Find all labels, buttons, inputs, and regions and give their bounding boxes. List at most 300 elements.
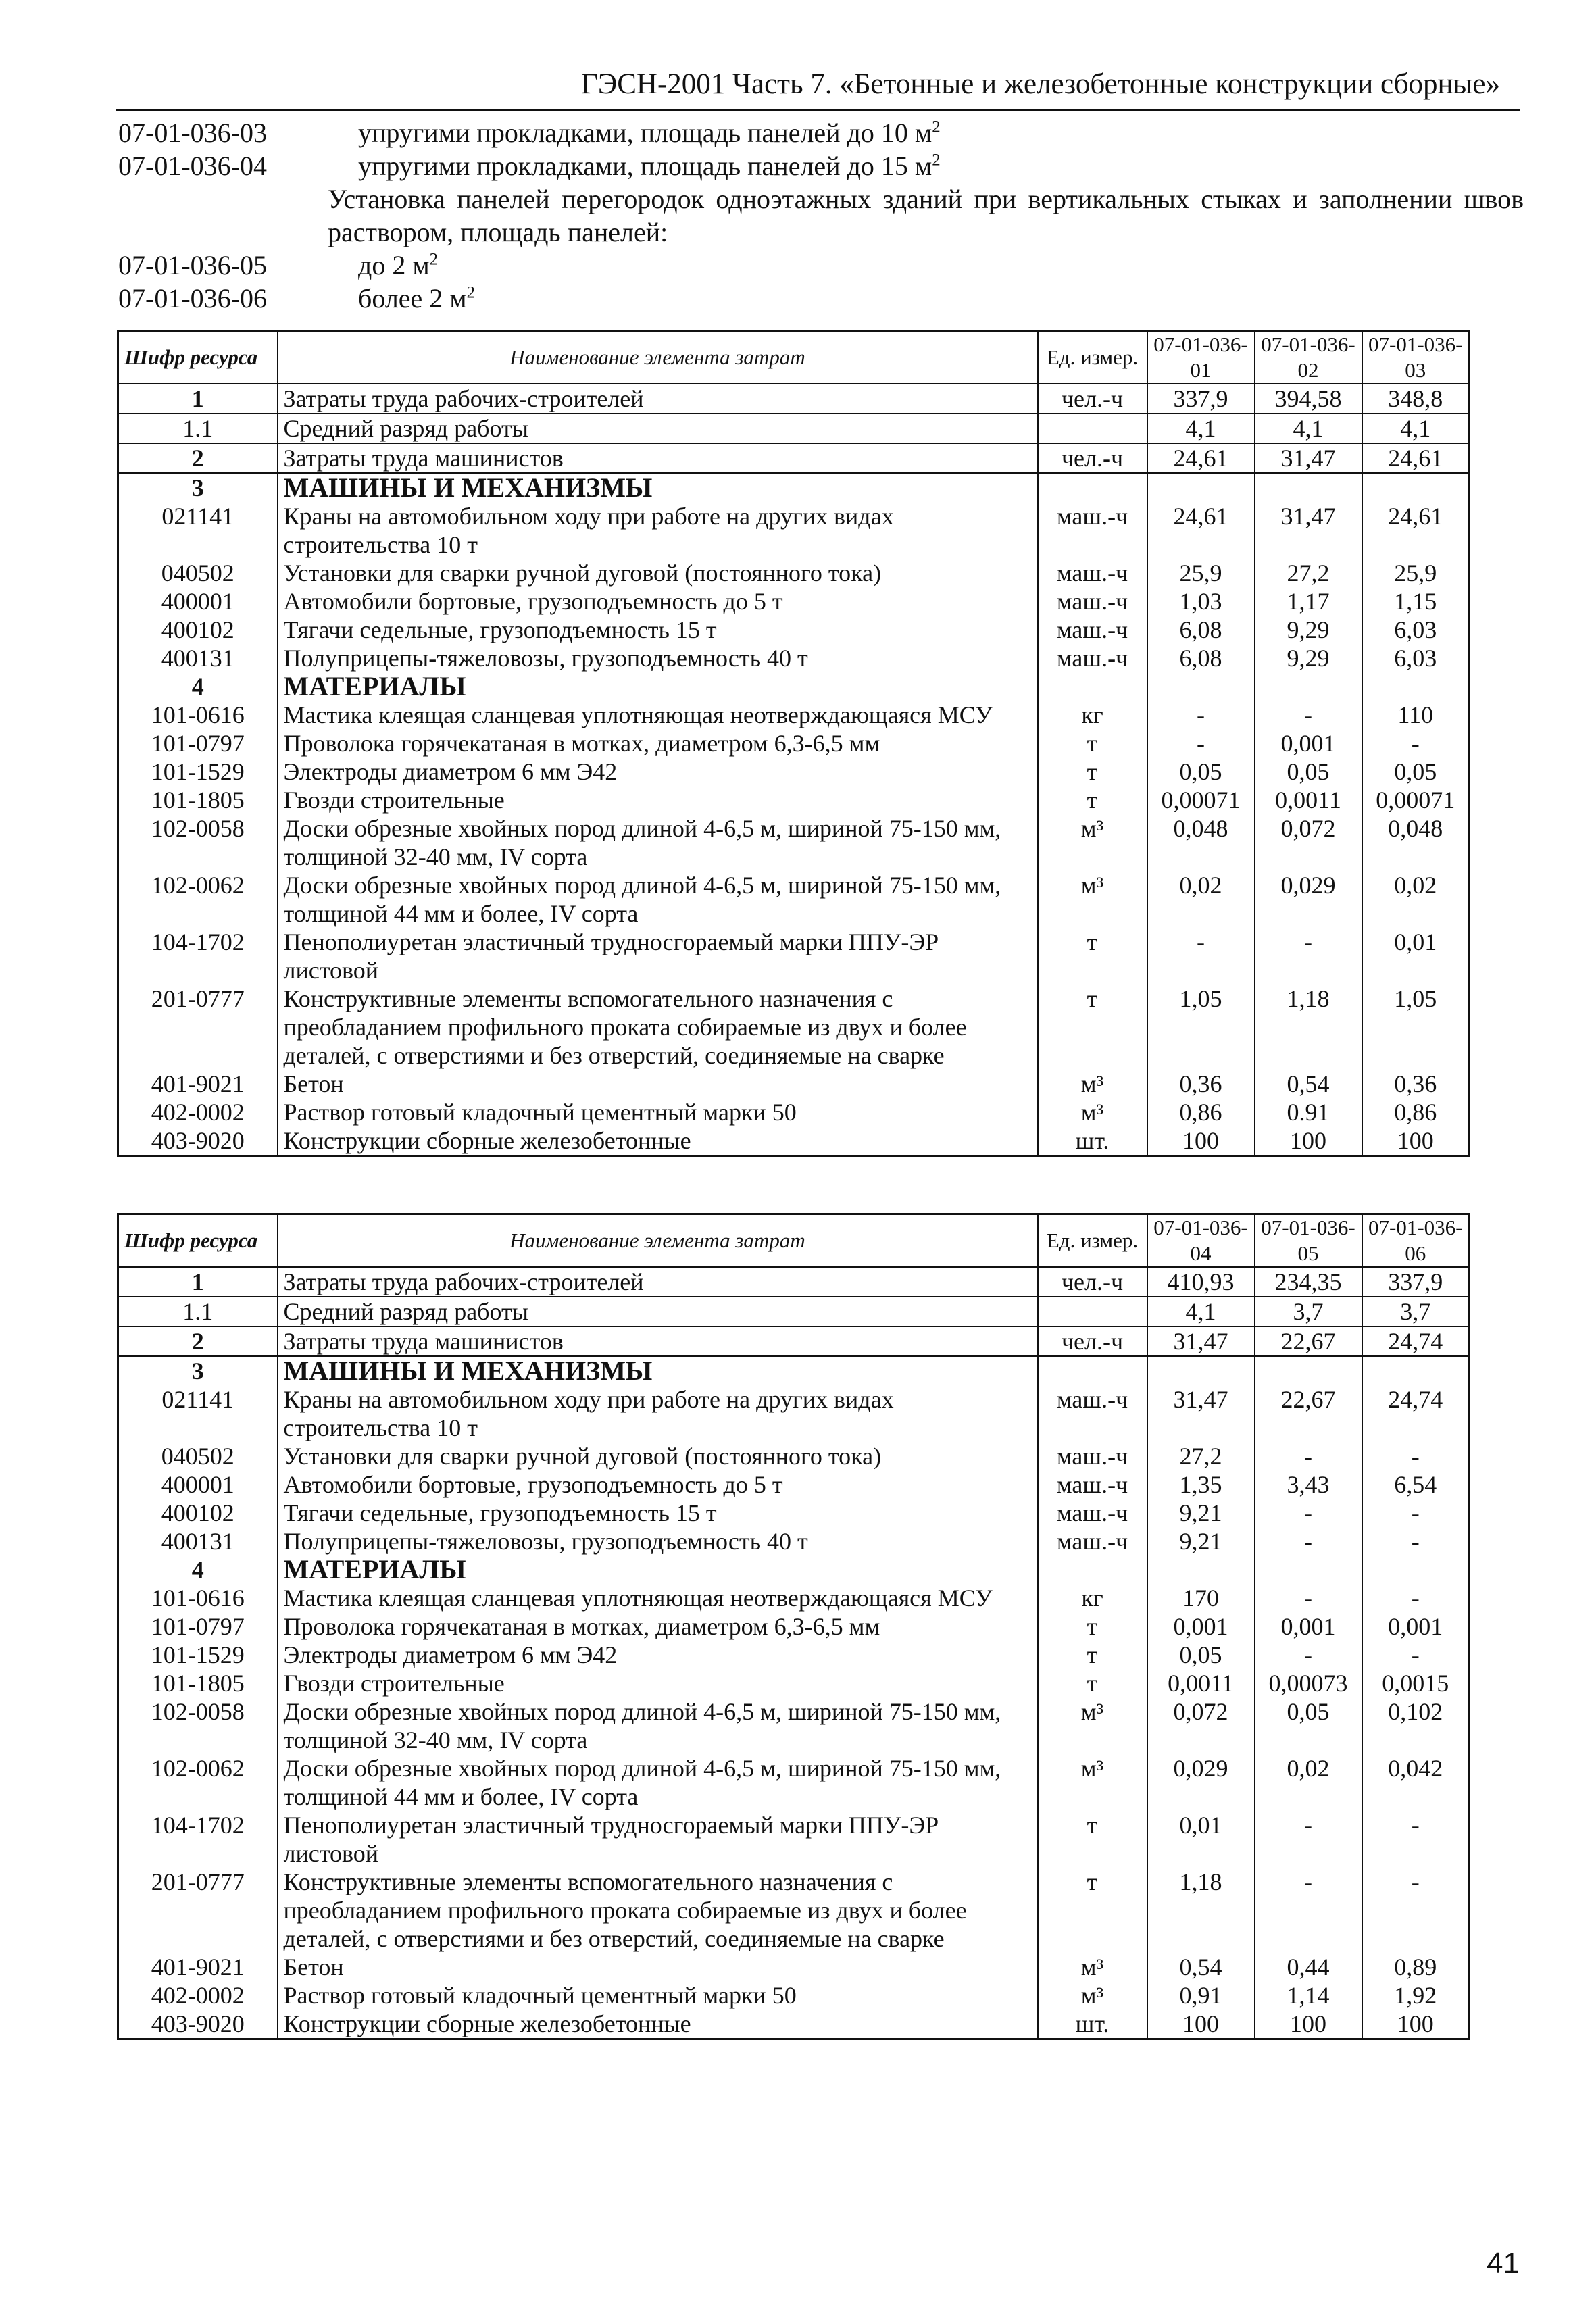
row-code: 101-0616 bbox=[118, 701, 278, 729]
row-code: 400102 bbox=[118, 1499, 278, 1527]
row-value: 100 bbox=[1147, 1126, 1255, 1156]
row-code: 101-1805 bbox=[118, 1669, 278, 1697]
row-name: МАТЕРИАЛЫ bbox=[278, 1555, 1038, 1584]
row-name: Доски обрезные хвойных пород длиной 4-6,5 м, шириной 75-150 мм, толщиной 44 мм и более, IV сорта bbox=[278, 1754, 1038, 1811]
row-code: 2 bbox=[118, 443, 278, 473]
row-name: Пенополиуретан эластичный трудносгораемый марки ППУ-ЭР листовой bbox=[278, 1811, 1038, 1868]
row-unit: маш.-ч bbox=[1038, 1385, 1147, 1442]
row-unit: маш.-ч bbox=[1038, 616, 1147, 644]
row-value: 0,001 bbox=[1255, 1612, 1362, 1641]
row-value: 0,029 bbox=[1255, 871, 1362, 928]
row-unit bbox=[1038, 473, 1147, 502]
intro-item bbox=[118, 116, 1524, 149]
row-unit: т bbox=[1038, 985, 1147, 1070]
row-value: 4,1 bbox=[1255, 414, 1362, 443]
header-column: 07-01-036-06 bbox=[1362, 1214, 1470, 1268]
row-name: МАШИНЫ И МЕХАНИЗМЫ bbox=[278, 473, 1038, 502]
row-name: Установки для сварки ручной дуговой (постоянного тока) bbox=[278, 559, 1038, 587]
header-column: 07-01-036-05 bbox=[1255, 1214, 1362, 1268]
row-value: 0,048 bbox=[1362, 814, 1470, 871]
row-value: 24,61 bbox=[1362, 502, 1470, 559]
table-row bbox=[118, 1527, 1470, 1555]
table-row bbox=[118, 1811, 1470, 1868]
row-value bbox=[1147, 672, 1255, 701]
row-unit: т bbox=[1038, 1811, 1147, 1868]
table-row bbox=[118, 786, 1470, 814]
header-name: Наименование элемента затрат bbox=[278, 1214, 1038, 1268]
table-row bbox=[118, 1697, 1470, 1754]
row-unit: маш.-ч bbox=[1038, 559, 1147, 587]
row-value: 100 bbox=[1255, 1126, 1362, 1156]
row-value bbox=[1362, 1555, 1470, 1584]
row-name: Проволока горячекатаная в мотках, диаметром 6,3-6,5 мм bbox=[278, 1612, 1038, 1641]
header-column: 07-01-036-03 bbox=[1362, 331, 1470, 384]
row-name: Гвозди строительные bbox=[278, 1669, 1038, 1697]
row-unit bbox=[1038, 1555, 1147, 1584]
row-value: 0,01 bbox=[1362, 928, 1470, 985]
row-value: 0,89 bbox=[1362, 1953, 1470, 1981]
header-unit: Ед. измер. bbox=[1038, 1214, 1147, 1268]
row-name: Конструкции сборные железобетонные bbox=[278, 1126, 1038, 1156]
row-code: 401-9021 bbox=[118, 1953, 278, 1981]
row-name: Мастика клеящая сланцевая уплотняющая неотверждающаяся МСУ bbox=[278, 1584, 1038, 1612]
row-unit: т bbox=[1038, 729, 1147, 757]
row-value: 0,102 bbox=[1362, 1697, 1470, 1754]
intro-item bbox=[118, 282, 1524, 315]
row-value: 394,58 bbox=[1255, 384, 1362, 414]
table-row bbox=[118, 757, 1470, 786]
row-value: 0,36 bbox=[1147, 1070, 1255, 1098]
intro-item bbox=[118, 149, 1524, 182]
table-row bbox=[118, 1555, 1470, 1584]
table-row bbox=[118, 1267, 1470, 1297]
intro-heading: Установка панелей перегородок одноэтажных зданий при вертикальных стыках и заполнении швов раствором, площадь панелей: bbox=[328, 184, 1524, 247]
row-value: 100 bbox=[1362, 2010, 1470, 2039]
row-value: 0,91 bbox=[1147, 1981, 1255, 2010]
row-value bbox=[1362, 1356, 1470, 1385]
row-value: 0,00073 bbox=[1255, 1669, 1362, 1697]
row-value: 1,18 bbox=[1255, 985, 1362, 1070]
intro-item-text: упругими прокладками, площадь панелей до 15 м bbox=[358, 151, 932, 181]
row-value: 24,61 bbox=[1147, 443, 1255, 473]
row-value: 337,9 bbox=[1362, 1267, 1470, 1297]
row-value: 0,86 bbox=[1147, 1098, 1255, 1126]
row-value: 110 bbox=[1362, 701, 1470, 729]
row-code: 021141 bbox=[118, 1385, 278, 1442]
table-row bbox=[118, 1385, 1470, 1442]
row-code: 403-9020 bbox=[118, 2010, 278, 2039]
row-code: 1.1 bbox=[118, 1297, 278, 1326]
row-unit: чел.-ч bbox=[1038, 443, 1147, 473]
row-value: 0,05 bbox=[1255, 1697, 1362, 1754]
row-value: - bbox=[1255, 1442, 1362, 1470]
row-value: 6,03 bbox=[1362, 616, 1470, 644]
row-unit: м³ bbox=[1038, 1697, 1147, 1754]
row-value: 6,03 bbox=[1362, 644, 1470, 672]
row-name: Бетон bbox=[278, 1953, 1038, 1981]
row-value: - bbox=[1255, 1811, 1362, 1868]
row-value: 1,35 bbox=[1147, 1470, 1255, 1499]
row-value: 31,47 bbox=[1255, 502, 1362, 559]
row-unit: маш.-ч bbox=[1038, 1527, 1147, 1555]
table-row bbox=[118, 928, 1470, 985]
row-code: 101-0797 bbox=[118, 1612, 278, 1641]
row-code: 4 bbox=[118, 1555, 278, 1584]
row-value bbox=[1147, 1555, 1255, 1584]
row-value bbox=[1362, 473, 1470, 502]
row-unit: м³ bbox=[1038, 1754, 1147, 1811]
row-code: 040502 bbox=[118, 559, 278, 587]
header-code: Шифр ресурса bbox=[118, 331, 278, 384]
table-row bbox=[118, 414, 1470, 443]
row-name: Раствор готовый кладочный цементный марки 50 bbox=[278, 1098, 1038, 1126]
header-column: 07-01-036-04 bbox=[1147, 1214, 1255, 1268]
row-value: 0,05 bbox=[1362, 757, 1470, 786]
table-row bbox=[118, 616, 1470, 644]
row-value: 0,0011 bbox=[1255, 786, 1362, 814]
intro-item-text: до 2 м bbox=[358, 250, 430, 280]
table-row bbox=[118, 1070, 1470, 1098]
row-code: 403-9020 bbox=[118, 1126, 278, 1156]
resource-table-1 bbox=[117, 330, 1470, 1157]
running-title: ГЭСН-2001 Часть 7. «Бетонные и железобетонные конструкции сборные» bbox=[581, 68, 1500, 100]
row-name: Бетон bbox=[278, 1070, 1038, 1098]
intro-item-code: 07-01-036-06 bbox=[118, 283, 267, 314]
row-unit: чел.-ч bbox=[1038, 1326, 1147, 1356]
row-name: Раствор готовый кладочный цементный марки 50 bbox=[278, 1981, 1038, 2010]
row-value: 0,54 bbox=[1255, 1070, 1362, 1098]
table-row bbox=[118, 1356, 1470, 1385]
row-value: - bbox=[1362, 1442, 1470, 1470]
table-row bbox=[118, 644, 1470, 672]
row-name: Краны на автомобильном ходу при работе на других видах строительства 10 т bbox=[278, 502, 1038, 559]
row-value: 1,14 bbox=[1255, 1981, 1362, 2010]
row-value: 24,74 bbox=[1362, 1385, 1470, 1442]
row-value: - bbox=[1147, 729, 1255, 757]
row-value: 0,001 bbox=[1362, 1612, 1470, 1641]
row-value: 348,8 bbox=[1362, 384, 1470, 414]
row-code: 201-0777 bbox=[118, 1868, 278, 1953]
row-code: 1 bbox=[118, 1267, 278, 1297]
row-value: 31,47 bbox=[1255, 443, 1362, 473]
table-row bbox=[118, 1499, 1470, 1527]
intro-item-sup: 2 bbox=[932, 151, 941, 170]
row-value: 100 bbox=[1362, 1126, 1470, 1156]
row-value: 0,05 bbox=[1255, 757, 1362, 786]
row-name: Конструктивные элементы вспомогательного назначения с преобладанием профильного проката собираемые из двух и более деталей, с отверстиями и без отверстий, соединяемые на сварке bbox=[278, 1868, 1038, 1953]
row-value: - bbox=[1147, 928, 1255, 985]
row-value: 0,048 bbox=[1147, 814, 1255, 871]
row-value: 9,29 bbox=[1255, 644, 1362, 672]
table-row bbox=[118, 1326, 1470, 1356]
row-value: 31,47 bbox=[1147, 1385, 1255, 1442]
row-value: - bbox=[1362, 1584, 1470, 1612]
intro-item-code: 07-01-036-04 bbox=[118, 151, 267, 181]
row-value: 25,9 bbox=[1147, 559, 1255, 587]
row-value: 1,92 bbox=[1362, 1981, 1470, 2010]
row-name: Доски обрезные хвойных пород длиной 4-6,5 м, шириной 75-150 мм, толщиной 32-40 мм, IV сорта bbox=[278, 1697, 1038, 1754]
table-row bbox=[118, 559, 1470, 587]
row-value bbox=[1255, 672, 1362, 701]
table-row bbox=[118, 2010, 1470, 2039]
row-unit: т bbox=[1038, 1669, 1147, 1697]
row-code: 400001 bbox=[118, 1470, 278, 1499]
row-code: 3 bbox=[118, 473, 278, 502]
header-code: Шифр ресурса bbox=[118, 1214, 278, 1268]
row-unit: маш.-ч bbox=[1038, 587, 1147, 616]
row-unit: м³ bbox=[1038, 871, 1147, 928]
row-value: 100 bbox=[1255, 2010, 1362, 2039]
row-value: 22,67 bbox=[1255, 1326, 1362, 1356]
row-value: 1,18 bbox=[1147, 1868, 1255, 1953]
row-value: 3,43 bbox=[1255, 1470, 1362, 1499]
row-value bbox=[1147, 1356, 1255, 1385]
row-code: 201-0777 bbox=[118, 985, 278, 1070]
row-unit: кг bbox=[1038, 701, 1147, 729]
row-value bbox=[1147, 473, 1255, 502]
row-value: - bbox=[1255, 928, 1362, 985]
row-unit: т bbox=[1038, 786, 1147, 814]
row-unit: шт. bbox=[1038, 1126, 1147, 1156]
table-row bbox=[118, 473, 1470, 502]
row-value: 0,05 bbox=[1147, 1641, 1255, 1669]
row-value: 0,00071 bbox=[1362, 786, 1470, 814]
row-value: 1,03 bbox=[1147, 587, 1255, 616]
row-value: 3,7 bbox=[1362, 1297, 1470, 1326]
table-row bbox=[118, 1953, 1470, 1981]
row-value: 1,17 bbox=[1255, 587, 1362, 616]
row-code: 400131 bbox=[118, 644, 278, 672]
row-unit: маш.-ч bbox=[1038, 1499, 1147, 1527]
row-name: Краны на автомобильном ходу при работе на других видах строительства 10 т bbox=[278, 1385, 1038, 1442]
row-value: - bbox=[1255, 1641, 1362, 1669]
row-code: 101-1805 bbox=[118, 786, 278, 814]
row-code: 102-0062 bbox=[118, 871, 278, 928]
row-value bbox=[1255, 1555, 1362, 1584]
row-code: 101-0616 bbox=[118, 1584, 278, 1612]
row-value: 6,54 bbox=[1362, 1470, 1470, 1499]
row-unit: м³ bbox=[1038, 1981, 1147, 2010]
row-value: 0,86 bbox=[1362, 1098, 1470, 1126]
row-value: 0,44 bbox=[1255, 1953, 1362, 1981]
row-value: 27,2 bbox=[1147, 1442, 1255, 1470]
row-code: 1.1 bbox=[118, 414, 278, 443]
row-value: 0,072 bbox=[1255, 814, 1362, 871]
row-value: 27,2 bbox=[1255, 559, 1362, 587]
header-name: Наименование элемента затрат bbox=[278, 331, 1038, 384]
row-value: 6,08 bbox=[1147, 616, 1255, 644]
row-code: 2 bbox=[118, 1326, 278, 1356]
resource-table-2 bbox=[117, 1213, 1470, 2040]
intro-item-sup: 2 bbox=[429, 250, 439, 269]
row-value: 0,029 bbox=[1147, 1754, 1255, 1811]
intro-item-sup: 2 bbox=[932, 118, 941, 136]
row-value: 0,54 bbox=[1147, 1953, 1255, 1981]
row-unit: м³ bbox=[1038, 1098, 1147, 1126]
row-unit: т bbox=[1038, 757, 1147, 786]
row-name: Конструктивные элементы вспомогательного назначения с преобладанием профильного проката собираемые из двух и более деталей, с отверстиями и без отверстий, соединяемые на сварке bbox=[278, 985, 1038, 1070]
row-name: МАШИНЫ И МЕХАНИЗМЫ bbox=[278, 1356, 1038, 1385]
table-row bbox=[118, 384, 1470, 414]
intro-block bbox=[118, 116, 1524, 315]
table-row bbox=[118, 672, 1470, 701]
table-row bbox=[118, 1868, 1470, 1953]
row-value: 0,02 bbox=[1255, 1754, 1362, 1811]
row-value: 0,01 bbox=[1147, 1811, 1255, 1868]
intro-item-code: 07-01-036-05 bbox=[118, 250, 267, 280]
header-column: 07-01-036-02 bbox=[1255, 331, 1362, 384]
row-name: Полуприцепы-тяжеловозы, грузоподъемность 40 т bbox=[278, 644, 1038, 672]
row-value: - bbox=[1362, 729, 1470, 757]
row-unit: шт. bbox=[1038, 2010, 1147, 2039]
intro-item-text: более 2 м bbox=[358, 283, 467, 314]
row-value: 170 bbox=[1147, 1584, 1255, 1612]
row-code: 104-1702 bbox=[118, 1811, 278, 1868]
row-value: 234,35 bbox=[1255, 1267, 1362, 1297]
row-value: 337,9 bbox=[1147, 384, 1255, 414]
row-code: 102-0058 bbox=[118, 814, 278, 871]
row-value: 1,05 bbox=[1362, 985, 1470, 1070]
row-unit: м³ bbox=[1038, 1070, 1147, 1098]
row-value: 0,02 bbox=[1362, 871, 1470, 928]
table-row bbox=[118, 1442, 1470, 1470]
row-value: - bbox=[1147, 701, 1255, 729]
row-name: Электроды диаметром 6 мм Э42 bbox=[278, 1641, 1038, 1669]
table-row bbox=[118, 587, 1470, 616]
row-unit bbox=[1038, 672, 1147, 701]
row-code: 3 bbox=[118, 1356, 278, 1385]
table-row bbox=[118, 1297, 1470, 1326]
row-name: Тягачи седельные, грузоподъемность 15 т bbox=[278, 1499, 1038, 1527]
row-name: Конструкции сборные железобетонные bbox=[278, 2010, 1038, 2039]
row-value: 0,36 bbox=[1362, 1070, 1470, 1098]
row-name: Доски обрезные хвойных пород длиной 4-6,5 м, шириной 75-150 мм, толщиной 32-40 мм, IV сорта bbox=[278, 814, 1038, 871]
row-name: Затраты труда рабочих-строителей bbox=[278, 384, 1038, 414]
row-unit: кг bbox=[1038, 1584, 1147, 1612]
row-name: Затраты труда рабочих-строителей bbox=[278, 1267, 1038, 1297]
row-value: 410,93 bbox=[1147, 1267, 1255, 1297]
row-name: Полуприцепы-тяжеловозы, грузоподъемность 40 т bbox=[278, 1527, 1038, 1555]
row-name: Мастика клеящая сланцевая уплотняющая неотверждающаяся МСУ bbox=[278, 701, 1038, 729]
table-row bbox=[118, 985, 1470, 1070]
row-value: 4,1 bbox=[1147, 1297, 1255, 1326]
row-value: 0,05 bbox=[1147, 757, 1255, 786]
row-value: - bbox=[1362, 1811, 1470, 1868]
intro-item-text: упругими прокладками, площадь панелей до 10 м bbox=[358, 118, 932, 148]
row-name: Электроды диаметром 6 мм Э42 bbox=[278, 757, 1038, 786]
row-value: 1,05 bbox=[1147, 985, 1255, 1070]
row-value bbox=[1255, 1356, 1362, 1385]
table-header-row bbox=[118, 331, 1470, 384]
row-name: Средний разряд работы bbox=[278, 1297, 1038, 1326]
row-value: 24,61 bbox=[1147, 502, 1255, 559]
header-column: 07-01-036-01 bbox=[1147, 331, 1255, 384]
row-code: 402-0002 bbox=[118, 1098, 278, 1126]
row-unit: т bbox=[1038, 928, 1147, 985]
table-row bbox=[118, 1669, 1470, 1697]
row-value: 4,1 bbox=[1147, 414, 1255, 443]
row-name: Гвозди строительные bbox=[278, 786, 1038, 814]
table-row bbox=[118, 502, 1470, 559]
table-row bbox=[118, 871, 1470, 928]
table-row bbox=[118, 1098, 1470, 1126]
row-code: 101-0797 bbox=[118, 729, 278, 757]
page-number: 41 bbox=[1487, 2247, 1520, 2280]
table-header-row bbox=[118, 1214, 1470, 1268]
row-value: 0.91 bbox=[1255, 1098, 1362, 1126]
table-row bbox=[118, 1584, 1470, 1612]
row-code: 101-1529 bbox=[118, 757, 278, 786]
row-unit: т bbox=[1038, 1641, 1147, 1669]
intro-item-sup: 2 bbox=[466, 283, 476, 302]
row-value: - bbox=[1255, 1868, 1362, 1953]
row-code: 400001 bbox=[118, 587, 278, 616]
row-name: Автомобили бортовые, грузоподъемность до 5 т bbox=[278, 587, 1038, 616]
table-row bbox=[118, 1470, 1470, 1499]
table-row bbox=[118, 1612, 1470, 1641]
row-unit: м³ bbox=[1038, 1953, 1147, 1981]
row-value: - bbox=[1255, 1499, 1362, 1527]
row-unit: т bbox=[1038, 1868, 1147, 1953]
row-code: 402-0002 bbox=[118, 1981, 278, 2010]
row-value: 0,02 bbox=[1147, 871, 1255, 928]
row-value: 22,67 bbox=[1255, 1385, 1362, 1442]
row-unit: маш.-ч bbox=[1038, 644, 1147, 672]
row-value: 0,001 bbox=[1147, 1612, 1255, 1641]
row-value: 25,9 bbox=[1362, 559, 1470, 587]
row-name: МАТЕРИАЛЫ bbox=[278, 672, 1038, 701]
table-row bbox=[118, 729, 1470, 757]
row-value: 1,15 bbox=[1362, 587, 1470, 616]
row-unit: маш.-ч bbox=[1038, 1442, 1147, 1470]
row-code: 101-1529 bbox=[118, 1641, 278, 1669]
row-code: 040502 bbox=[118, 1442, 278, 1470]
row-value: 0,00071 bbox=[1147, 786, 1255, 814]
row-value: - bbox=[1362, 1527, 1470, 1555]
row-value: - bbox=[1362, 1499, 1470, 1527]
row-value: 24,61 bbox=[1362, 443, 1470, 473]
row-unit: маш.-ч bbox=[1038, 1470, 1147, 1499]
intro-item-code: 07-01-036-03 bbox=[118, 118, 267, 148]
row-value: 0,042 bbox=[1362, 1754, 1470, 1811]
row-name: Затраты труда машинистов bbox=[278, 1326, 1038, 1356]
table-row bbox=[118, 814, 1470, 871]
table-row bbox=[118, 1754, 1470, 1811]
row-value: 4,1 bbox=[1362, 414, 1470, 443]
row-value bbox=[1255, 473, 1362, 502]
row-value: 0,0015 bbox=[1362, 1669, 1470, 1697]
row-code: 401-9021 bbox=[118, 1070, 278, 1098]
row-value: 31,47 bbox=[1147, 1326, 1255, 1356]
table-row bbox=[118, 1981, 1470, 2010]
row-code: 4 bbox=[118, 672, 278, 701]
table-row bbox=[118, 1641, 1470, 1669]
row-value: 6,08 bbox=[1147, 644, 1255, 672]
row-code: 400131 bbox=[118, 1527, 278, 1555]
row-unit bbox=[1038, 1356, 1147, 1385]
row-unit bbox=[1038, 1297, 1147, 1326]
row-value bbox=[1362, 672, 1470, 701]
row-code: 1 bbox=[118, 384, 278, 414]
row-code: 021141 bbox=[118, 502, 278, 559]
row-name: Пенополиуретан эластичный трудносгораемый марки ППУ-ЭР листовой bbox=[278, 928, 1038, 985]
row-value: - bbox=[1255, 1527, 1362, 1555]
row-value: 0,001 bbox=[1255, 729, 1362, 757]
row-name: Затраты труда машинистов bbox=[278, 443, 1038, 473]
intro-item bbox=[118, 249, 1524, 282]
row-value: 24,74 bbox=[1362, 1326, 1470, 1356]
row-value: 3,7 bbox=[1255, 1297, 1362, 1326]
